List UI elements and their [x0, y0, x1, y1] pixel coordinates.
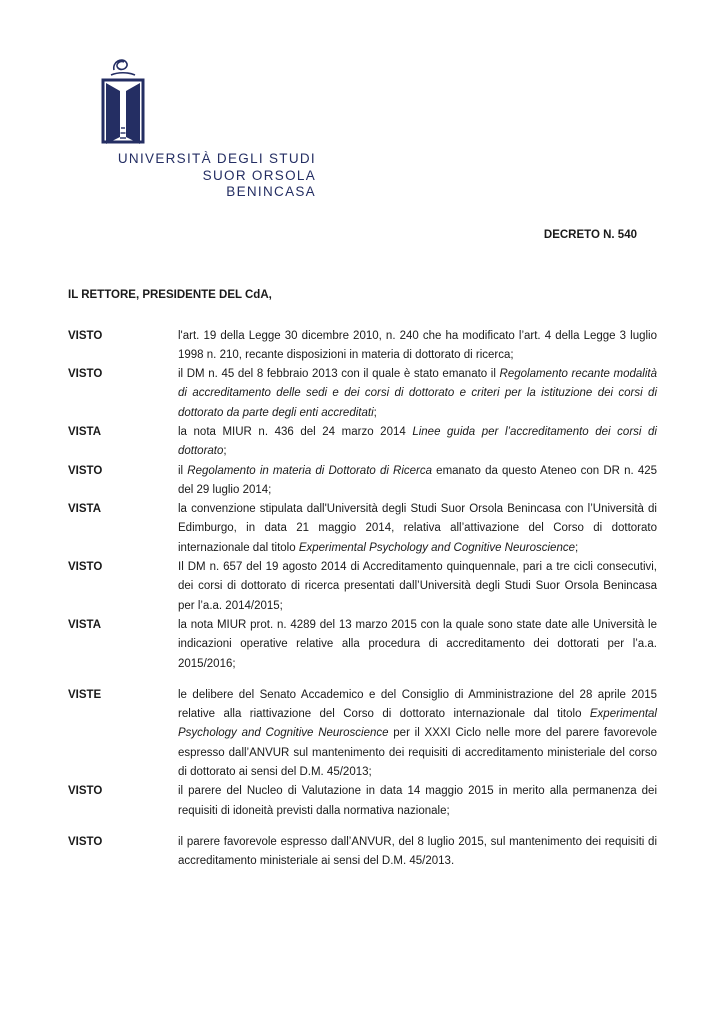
decree-item	[68, 686, 657, 782]
decree-item-label: VISTO	[68, 835, 103, 848]
university-logo	[68, 0, 328, 201]
decree-item-text: il Regolamento in materia di Dottorato di Ricerca emanato da questo Ateneo con DR n. 425 del 29 luglio 2014;	[178, 464, 657, 496]
decree-item-text: l'art. 19 della Legge 30 dicembre 2010, n. 240 che ha modificato l’art. 4 della Legge 3 luglio 1998 n. 210, recante disposizioni in materia di dottorato di ricerca;	[178, 329, 657, 361]
decree-item-label: VISTA	[68, 618, 102, 631]
decree-item-text: il parere favorevole espresso dall’ANVUR, del 8 luglio 2015, sul mantenimento dei requisiti di accreditamento ministeriale ai sensi del D.M. 45/2013.	[178, 835, 657, 868]
decree-item-label: VISTO	[68, 561, 103, 574]
document-heading: IL RETTORE, PRESIDENTE DEL CdA,	[68, 288, 272, 301]
decree-item-text: la nota MIUR prot. n. 4289 del 13 marzo 2015 con la quale sono state date alle Università le indicazioni operative relative alla procedura di accreditamento dei dottorati per l’a.a. 2015/2016;	[178, 618, 657, 670]
decree-item-label: VISTE	[68, 688, 102, 701]
decree-item	[68, 365, 657, 423]
decree-items	[68, 327, 657, 872]
university-name-line1: UNIVERSITÀ DEGLI STUDI	[117, 151, 316, 166]
decree-item	[68, 423, 657, 462]
decree-item	[68, 500, 657, 558]
university-name	[98, 151, 316, 201]
decree-item-text: la nota MIUR n. 436 del 24 marzo 2014 Linee guida per l’accreditamento dei corsi di dottorato;	[178, 425, 657, 458]
decree-item	[68, 616, 657, 674]
decree-item-label: VISTA	[68, 503, 102, 516]
decree-item	[68, 782, 657, 821]
decree-item-text: le delibere del Senato Accademico e del Consiglio di Amministrazione del 28 aprile 2015 relative alla riattivazione del Corso di dottorato internazionale dal titolo Experimental Psychology and Cognitive Neuroscience per il XXXI Ciclo nelle more del parere favorevole espresso dall’ANVUR sul mantenimento dei requisiti di accreditamento ministeriale del corso di dottorato ai sensi del D.M. 45/2013;	[178, 688, 657, 779]
decree-item-label: VISTO	[68, 464, 103, 477]
university-emblem-icon	[94, 54, 152, 146]
decree-item-text: Il DM n. 657 del 19 agosto 2014 di Accreditamento quinquennale, pari a tre cicli consecutivi, dei corsi di dottorato di ricerca presentati dall’Università degli Studi Suor Orsola Benincasa per l’a.a. 2014/2015;	[178, 561, 657, 612]
decree-item	[68, 833, 657, 872]
decree-item-text: il DM n. 45 del 8 febbraio 2013 con il quale è stato emanato il Regolamento recante modalità di accreditamento delle sedi e dei corsi di dottorato e criteri per la istituzione dei corsi di dottorato da parte degli enti accreditati;	[178, 368, 657, 419]
decree-item	[68, 558, 657, 616]
decree-item-label: VISTO	[68, 368, 103, 381]
university-name-line3: BENINCASA	[226, 184, 316, 199]
decree-item	[68, 462, 657, 501]
decree-item-label: VISTA	[68, 425, 102, 438]
decree-item-text: la convenzione stipulata dall'Università degli Studi Suor Orsola Benincasa con l’Università di Edimburgo, in data 21 maggio 2014, relativa all’attivazione del Corso di dottorato internazionale dal titolo Experimental Psychology and Cognitive Neuroscience;	[178, 503, 657, 554]
decree-item-label: VISTO	[68, 329, 103, 342]
decree-number: DECRETO N. 540	[543, 228, 637, 241]
university-name-line2: SUOR ORSOLA	[202, 167, 316, 183]
decree-item-text: il parere del Nucleo di Valutazione in data 14 maggio 2015 in merito alla permanenza dei requisiti di idoneità previsti dalla normativa nazionale;	[178, 785, 657, 817]
decree-item	[68, 327, 657, 366]
decree-item-label: VISTO	[68, 785, 103, 798]
